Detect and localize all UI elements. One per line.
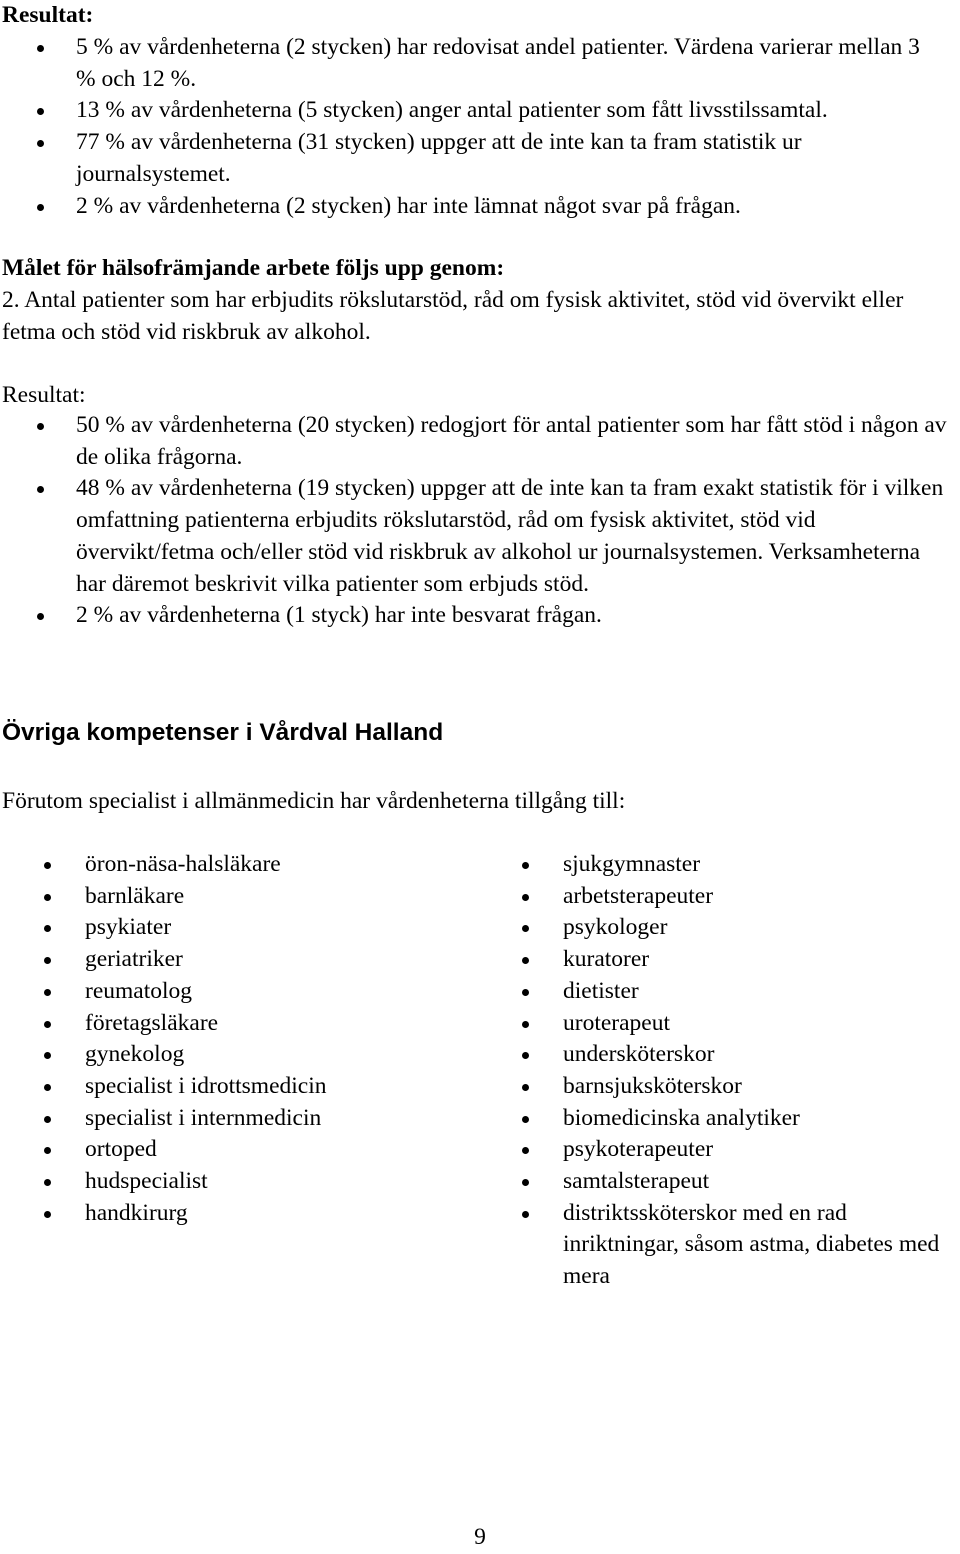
list-item: geriatriker xyxy=(44,944,484,976)
list-item: 5 % av vårdenheterna (2 stycken) har redovisat andel patienter. Värdena varierar mellan 3 % och 12 %. xyxy=(0,32,940,95)
list-item: barnsjuksköterskor xyxy=(522,1071,958,1103)
bullet-icon xyxy=(44,989,51,996)
bullet-icon xyxy=(44,957,51,964)
bullet-icon xyxy=(44,1084,51,1091)
bullet-icon xyxy=(37,108,44,115)
list-item: 2 % av vårdenheterna (1 styck) har inte besvarat frågan. xyxy=(0,600,950,632)
competence-list-right xyxy=(522,849,958,1293)
list-item: 2 % av vårdenheterna (2 stycken) har inte lämnat något svar på frågan. xyxy=(0,191,940,223)
bullet-icon xyxy=(37,45,44,52)
list-item: reumatolog xyxy=(44,976,484,1008)
bullet-icon xyxy=(44,1147,51,1154)
list-item: samtalsterapeut xyxy=(522,1166,958,1198)
bullet-icon xyxy=(522,1084,529,1091)
list-item: hudspecialist xyxy=(44,1166,484,1198)
list-item: företagsläkare xyxy=(44,1008,484,1040)
list-item: handkirurg xyxy=(44,1198,484,1230)
bullet-icon xyxy=(522,1179,529,1186)
results-heading-2: Resultat: xyxy=(2,382,86,408)
page-number: 9 xyxy=(474,1524,486,1550)
bullet-icon xyxy=(37,204,44,211)
list-item: 50 % av vårdenheterna (20 stycken) redogjort för antal patienter som har fått stöd i någon av de olika frågorna. xyxy=(0,410,950,473)
bullet-icon xyxy=(37,423,44,430)
list-item: 48 % av vårdenheterna (19 stycken) uppger att de inte kan ta fram exakt statistik för i vilken omfattning patienterna erbjudits rökslutarstöd, råd om fysisk aktivitet, stöd vid övervikt/fetma och/eller stöd vid riskbruk av alkohol ur journalsystemen. Verksamheterna har däremot beskrivit vilka patienter som erbjuds stöd. xyxy=(0,473,950,600)
list-item: specialist i internmedicin xyxy=(44,1103,484,1135)
bullet-icon xyxy=(44,894,51,901)
bullet-icon xyxy=(37,140,44,147)
bullet-icon xyxy=(522,894,529,901)
list-item: öron-näsa-halsläkare xyxy=(44,849,484,881)
bullet-icon xyxy=(522,1021,529,1028)
list-item: psykiater xyxy=(44,912,484,944)
section-intro: Förutom specialist i allmänmedicin har vårdenheterna tillgång till: xyxy=(2,788,626,814)
list-item: barnläkare xyxy=(44,881,484,913)
list-item: specialist i idrottsmedicin xyxy=(44,1071,484,1103)
bullet-icon xyxy=(37,486,44,493)
list-item: biomedicinska analytiker xyxy=(522,1103,958,1135)
bullet-icon xyxy=(522,1211,529,1218)
list-item: uroterapeut xyxy=(522,1008,958,1040)
list-item: 77 % av vårdenheterna (31 stycken) uppger att de inte kan ta fram statistik ur journalsystemet. xyxy=(0,127,940,190)
bullet-icon xyxy=(44,862,51,869)
goal-heading: Målet för hälsofrämjande arbete följs upp genom: xyxy=(2,255,505,281)
results-list-2 xyxy=(0,410,950,632)
section-title: Övriga kompetenser i Vårdval Halland xyxy=(2,719,444,746)
goal-text: 2. Antal patienter som har erbjudits rökslutarstöd, råd om fysisk aktivitet, stöd vid övervikt eller fetma och stöd vid riskbruk av alkohol. xyxy=(2,287,904,345)
bullet-icon xyxy=(44,1116,51,1123)
bullet-icon xyxy=(44,1052,51,1059)
bullet-icon xyxy=(44,925,51,932)
list-item: ortoped xyxy=(44,1134,484,1166)
bullet-icon xyxy=(44,1211,51,1218)
bullet-icon xyxy=(522,957,529,964)
bullet-icon xyxy=(37,613,44,620)
results-list-1 xyxy=(0,32,940,222)
list-item: sjukgymnaster xyxy=(522,849,958,881)
list-item: kuratorer xyxy=(522,944,958,976)
bullet-icon xyxy=(522,1052,529,1059)
list-item: gynekolog xyxy=(44,1039,484,1071)
bullet-icon xyxy=(44,1179,51,1186)
list-item: undersköterskor xyxy=(522,1039,958,1071)
bullet-icon xyxy=(522,925,529,932)
bullet-icon xyxy=(522,1147,529,1154)
bullet-icon xyxy=(522,862,529,869)
bullet-icon xyxy=(522,989,529,996)
list-item: dietister xyxy=(522,976,958,1008)
list-item: arbetsterapeuter xyxy=(522,881,958,913)
list-item: distriktssköterskor med en rad inriktningar, såsom astma, diabetes med mera xyxy=(522,1198,958,1293)
list-item: psykoterapeuter xyxy=(522,1134,958,1166)
list-item: 13 % av vårdenheterna (5 stycken) anger antal patienter som fått livsstilssamtal. xyxy=(0,95,940,127)
bullet-icon xyxy=(44,1021,51,1028)
results-heading-1: Resultat: xyxy=(2,2,94,28)
bullet-icon xyxy=(522,1116,529,1123)
competence-list-left xyxy=(44,849,484,1229)
list-item: psykologer xyxy=(522,912,958,944)
